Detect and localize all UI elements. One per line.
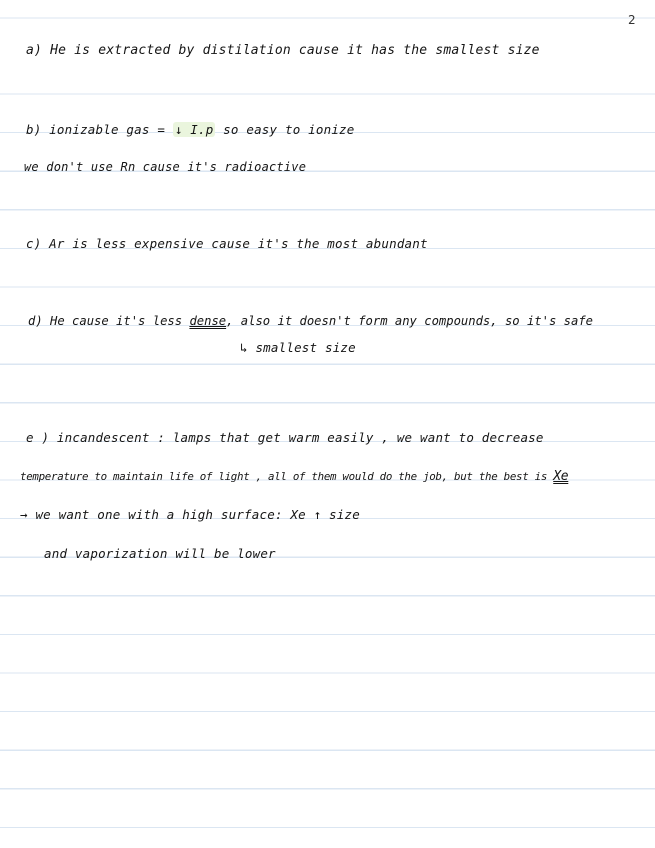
page-number: 2 (628, 13, 636, 27)
note-b-suffix: so easy to ionize (215, 122, 355, 137)
note-d-underlined: dense (189, 314, 227, 328)
note-line-e1: e ) incandescent : lamps that get warm easily , we want to decrease (26, 430, 544, 445)
note-line-a: a) He is extracted by distilation cause it has the smallest size (26, 43, 540, 58)
note-line-d (28, 314, 593, 328)
note-line-d2: ↳ smallest size (240, 340, 356, 355)
note-line-e4: and vaporization will be lower (44, 546, 276, 561)
note-line-b (26, 122, 355, 137)
note-line-b2: we don't use Rn cause it's radioactive (24, 160, 307, 174)
note-b-prefix: b) ionizable gas = (26, 122, 173, 137)
note-d-prefix: d) He cause it's less (28, 314, 190, 328)
note-e2-underlined: Xe (553, 469, 569, 484)
note-b-highlight: ↓ I.p (174, 122, 214, 137)
note-e2-text: temperature to maintain life of light , all of them would do the job, but the best is (20, 470, 554, 483)
note-line-c: c) Ar is less expensive cause it's the most abundant (26, 236, 428, 251)
note-d-suffix: , also it doesn't form any compounds, so it's safe (226, 314, 593, 328)
note-line-e2 (20, 469, 568, 484)
note-line-e3: → we want one with a high surface: Xe ↑ size (20, 507, 360, 522)
